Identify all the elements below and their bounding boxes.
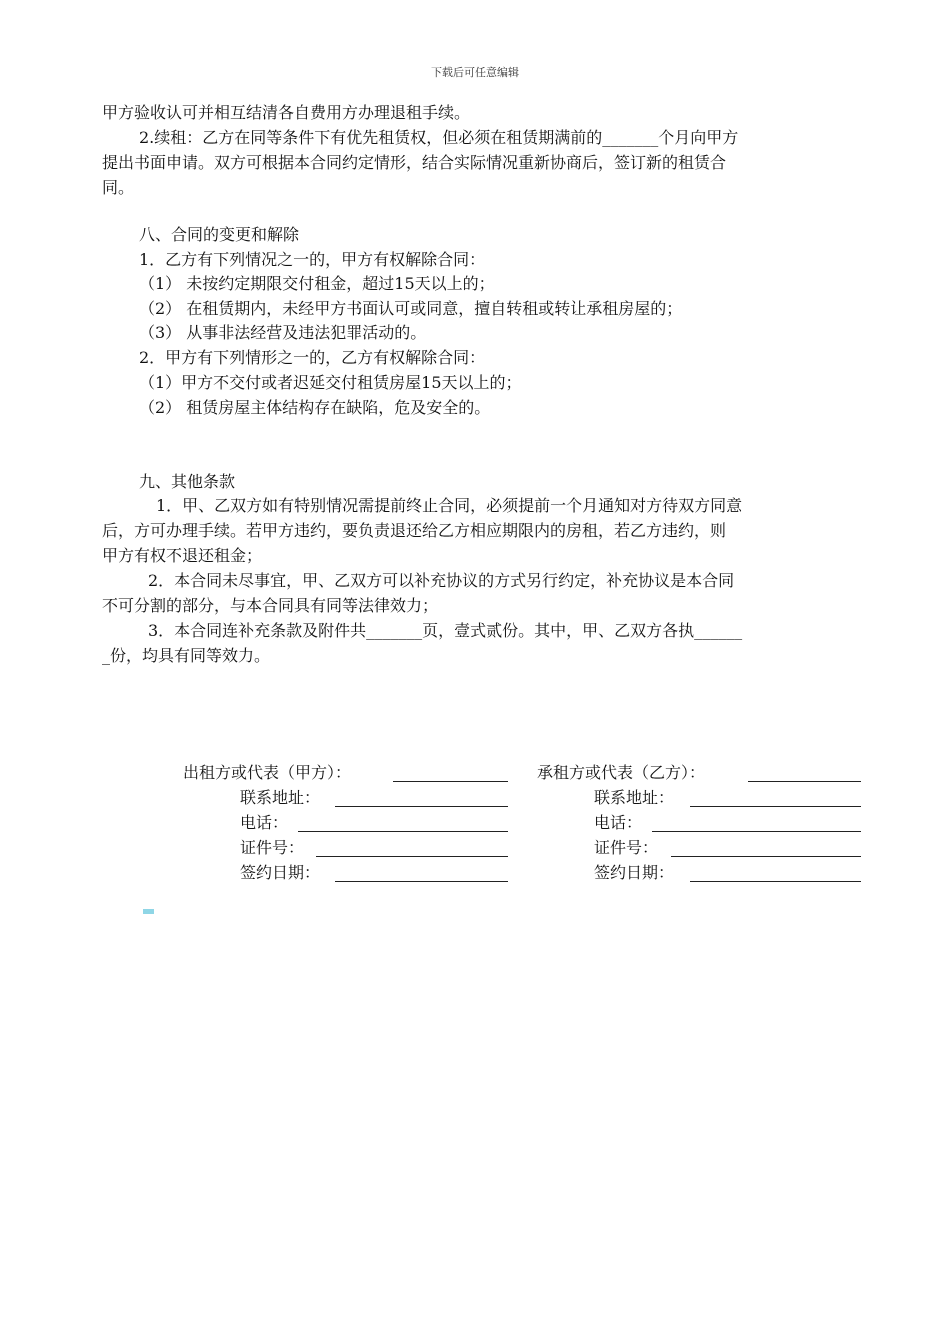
text-line-2: 2.续租：乙方在同等条件下有优先租赁权，但必须在租赁期满前的_______个月向甲方 <box>139 128 739 147</box>
party-a-address-line <box>335 806 508 807</box>
highlight-mark <box>143 909 154 914</box>
text-line-4: 同。 <box>102 178 135 197</box>
party-b-name-line <box>748 781 861 782</box>
text-line-15: 后，方可办理手续。若甲方违约，要负责退还给乙方相应期限内的房租，若乙方违约，则 <box>102 521 727 540</box>
text-line-1: 甲方验收认可并相互结清各自费用方办理退租手续。 <box>102 103 471 122</box>
text-line-7: （1） 未按约定期限交付租金，超过15天以上的； <box>139 274 495 293</box>
text-line-3: 提出书面申请。双方可根据本合同约定情形，结合实际情况重新协商后，签订新的租赁合 <box>102 153 727 172</box>
party-a-id-line <box>316 856 508 857</box>
text-line-12: （2） 租赁房屋主体结构存在缺陷，危及安全的。 <box>139 398 491 417</box>
section-heading-8: 八、合同的变更和解除 <box>139 225 300 244</box>
text-line-10: 2．甲方有下列情形之一的，乙方有权解除合同： <box>139 348 486 367</box>
party-b-phone-label: 电话： <box>594 813 643 832</box>
text-line-17: 2．本合同未尽事宜，甲、乙双方可以补充协议的方式另行约定，补充协议是本合同 <box>148 571 735 590</box>
party-b-title: 承租方或代表（乙方）： <box>537 763 706 782</box>
text-line-14: 1．甲、乙双方如有特别情况需提前终止合同，必须提前一个月通知对方待双方同意 <box>156 496 743 515</box>
page-header: 下载后可任意编辑 <box>431 66 519 79</box>
text-line-6: 1．乙方有下列情况之一的，甲方有权解除合同： <box>139 250 486 269</box>
party-a-date-label: 签约日期： <box>240 863 321 882</box>
party-b-date-line <box>690 881 861 882</box>
party-a-title: 出租方或代表（甲方）： <box>183 763 352 782</box>
party-a-phone-line <box>298 831 508 832</box>
party-b-date-label: 签约日期： <box>594 863 675 882</box>
text-line-16: 甲方有权不退还租金； <box>102 546 263 565</box>
text-line-18: 不可分割的部分，与本合同具有同等法律效力； <box>102 596 439 615</box>
party-b-id-label: 证件号： <box>594 838 659 857</box>
text-line-9: （3） 从事非法经营及违法犯罪活动的。 <box>139 323 427 342</box>
party-b-phone-line <box>652 831 861 832</box>
party-b-address-label: 联系地址： <box>594 788 675 807</box>
party-a-address-label: 联系地址： <box>240 788 321 807</box>
party-a-id-label: 证件号： <box>240 838 305 857</box>
text-line-8: （2） 在租赁期内，未经甲方书面认可或同意，擅自转租或转让承租房屋的； <box>139 299 683 318</box>
text-line-19: 3．本合同连补充条款及附件共_______页，壹式贰份。其中，甲、乙双方各执______ <box>148 621 743 640</box>
party-a-date-line <box>335 881 508 882</box>
party-a-phone-label: 电话： <box>240 813 289 832</box>
section-heading-9: 九、其他条款 <box>139 472 236 491</box>
party-b-id-line <box>671 856 861 857</box>
party-a-name-line <box>393 781 508 782</box>
text-line-11: （1）甲方不交付或者迟延交付租赁房屋15天以上的； <box>139 373 522 392</box>
text-line-20: _份，均具有同等效力。 <box>102 646 271 665</box>
party-b-address-line <box>690 806 861 807</box>
